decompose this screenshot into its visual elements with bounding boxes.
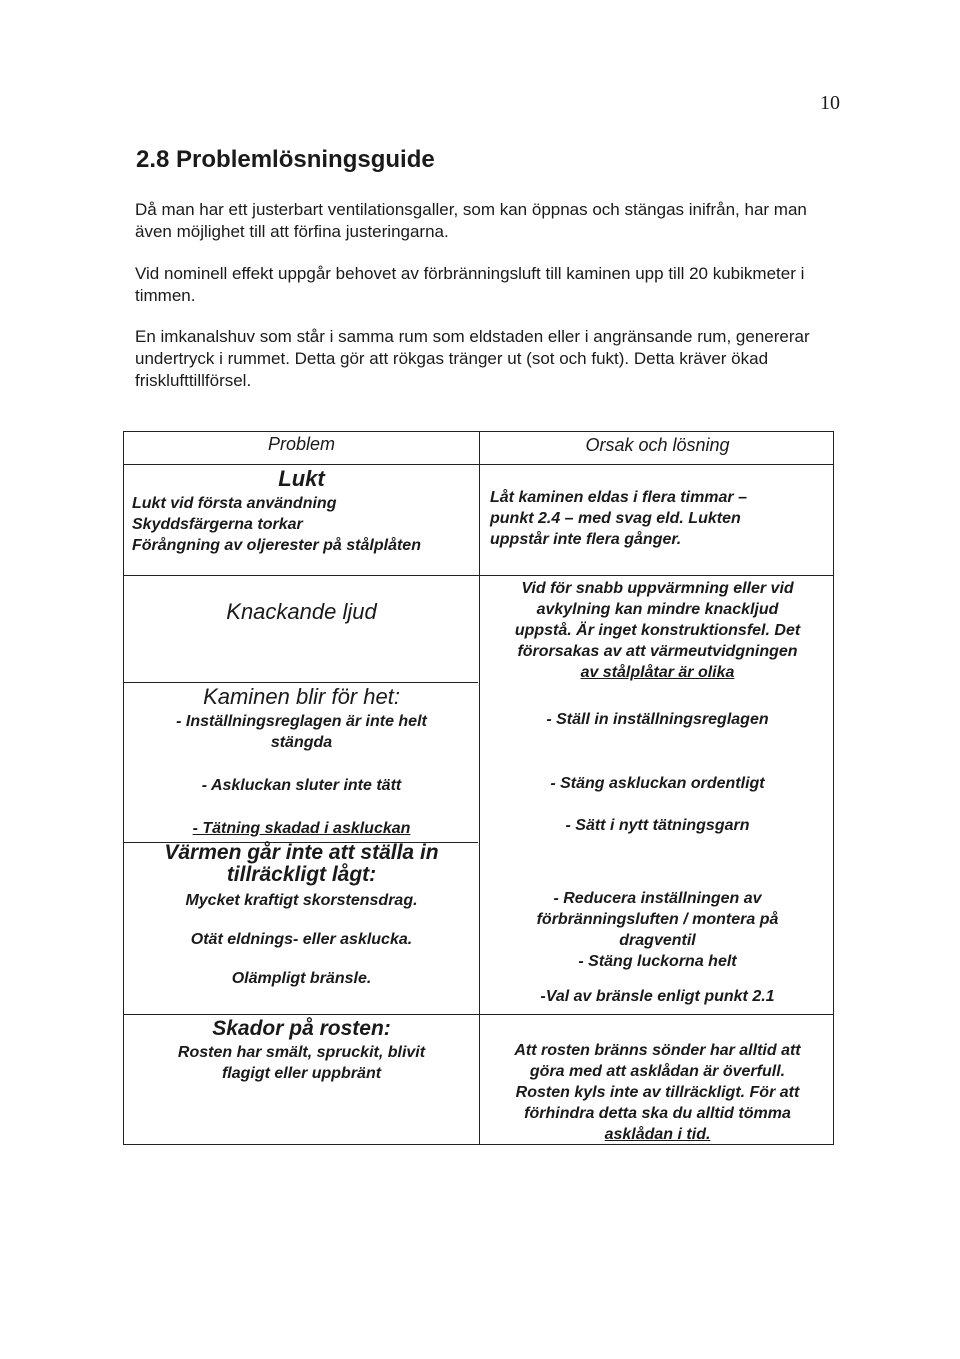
knack-solution-line: förorsakas av att värmeutvidgningen <box>517 643 798 660</box>
varme-solution-line: förbränningsluften / montera på <box>536 911 779 928</box>
rost-line: flagigt eller uppbränt <box>221 1065 382 1082</box>
varme-solution-line: - Stäng luckorna helt <box>578 953 737 970</box>
knack-solution <box>480 578 835 683</box>
lukt-title: Lukt <box>278 466 325 491</box>
rost-solution-line: göra med att asklådan är överfull. <box>529 1063 786 1080</box>
varme-title-line: tillräckligt lågt: <box>226 863 377 886</box>
varme-solution <box>480 888 835 1007</box>
varme-solution-line: -Val av bränsle enligt punkt 2.1 <box>540 988 775 1005</box>
varme-solution-line: dragventil <box>619 932 696 949</box>
het-item-1-solution <box>480 709 835 730</box>
lukt-problem <box>124 465 479 556</box>
knack-solution-line: Vid för snabb uppvärmning eller vid <box>521 580 794 597</box>
section-heading: 2.8 Problemlösningsguide <box>136 146 435 173</box>
row-divider-knack-left <box>124 682 478 683</box>
rost-problem <box>124 1016 479 1084</box>
rost-title: Skador på rosten: <box>212 1017 391 1040</box>
het-problem-line: - Askluckan sluter inte tätt <box>201 777 402 794</box>
rost-solution <box>480 1040 835 1145</box>
lukt-line: Skyddsfärgerna torkar <box>132 516 303 533</box>
page-number: 10 <box>820 92 840 114</box>
lukt-solution-line: uppstår inte flera gånger. <box>490 531 682 548</box>
lukt-line: Lukt vid första användning <box>132 495 337 512</box>
varme-cause: Otät eldnings- eller asklucka. <box>190 931 413 948</box>
header-problem: Problem <box>267 434 336 454</box>
het-solution-line: - Sätt i nytt tätningsgarn <box>565 817 750 834</box>
row-divider-varme <box>124 1014 833 1015</box>
het-item-3-solution <box>480 815 835 836</box>
het-problem-line: stängda <box>270 734 333 751</box>
het-item-1-problem <box>124 711 479 753</box>
lukt-solution <box>480 487 835 550</box>
het-title: Kaminen blir för het: <box>203 684 400 709</box>
varme-solution-line: - Reducera inställningen av <box>553 890 762 907</box>
varme-problem <box>124 842 479 989</box>
het-item-3-problem <box>124 818 479 839</box>
het-item-2-problem <box>124 775 479 796</box>
lukt-solution-line: Låt kaminen eldas i flera timmar – <box>490 489 747 506</box>
rost-line: Rosten har smält, spruckit, blivit <box>177 1044 426 1061</box>
knack-solution-line: uppstå. Är inget konstruktionsfel. Det <box>514 622 801 639</box>
problem-solution-table <box>123 431 834 1145</box>
varme-cause: Olämpligt bränsle. <box>231 970 372 987</box>
varme-cause: Mycket kraftigt skorstensdrag. <box>185 892 418 909</box>
paragraph-ventilation: Då man har ett justerbart ventilationsgaller, som kan öppnas och stängas inifrån, har man även möjlighet till att förfina justeringarna. <box>135 200 807 241</box>
het-solution-line: - Stäng askluckan ordentligt <box>550 775 765 792</box>
rost-solution-line: asklådan i tid. <box>604 1126 711 1143</box>
rost-solution-line: Rosten kyls inte av tillräckligt. För att <box>515 1084 800 1101</box>
lukt-line: Förångning av oljerester på stålplåten <box>132 537 421 554</box>
varme-title-line: Värmen går inte att ställa in <box>164 841 439 864</box>
het-problem-line: - Tätning skadad i askluckan <box>192 820 411 837</box>
lukt-solution-line: punkt 2.4 – med svag eld. Lukten <box>490 510 741 527</box>
knack-solution-line: av stålplåtar är olika <box>580 664 735 681</box>
het-item-2-solution <box>480 773 835 794</box>
het-problem-line: - Inställningsreglagen är inte helt <box>176 713 427 730</box>
knack-title: Knackande ljud <box>226 599 377 624</box>
row-divider-lukt <box>124 575 833 576</box>
rost-solution-line: förhindra detta ska du alltid tömma <box>524 1105 791 1122</box>
het-solution-line: - Ställ in inställningsreglagen <box>546 711 769 728</box>
header-solution: Orsak och lösning <box>585 435 730 455</box>
knack-solution-line: avkylning kan mindre knackljud <box>536 601 779 618</box>
paragraph-kitchen-hood: En imkanalshuv som står i samma rum som eldstaden eller i angränsande rum, genererar undertryck i rummet. Detta gör att rökgas tränger ut (sot och fukt). Detta kräver ökad frisklufttillförsel. <box>135 327 810 390</box>
paragraph-combustion-air: Vid nominell effekt uppgår behovet av förbränningsluft till kaminen upp till 20 kubikmeter i timmen. <box>135 264 805 305</box>
rost-solution-line: Att rosten bränns sönder har alltid att <box>514 1042 801 1059</box>
